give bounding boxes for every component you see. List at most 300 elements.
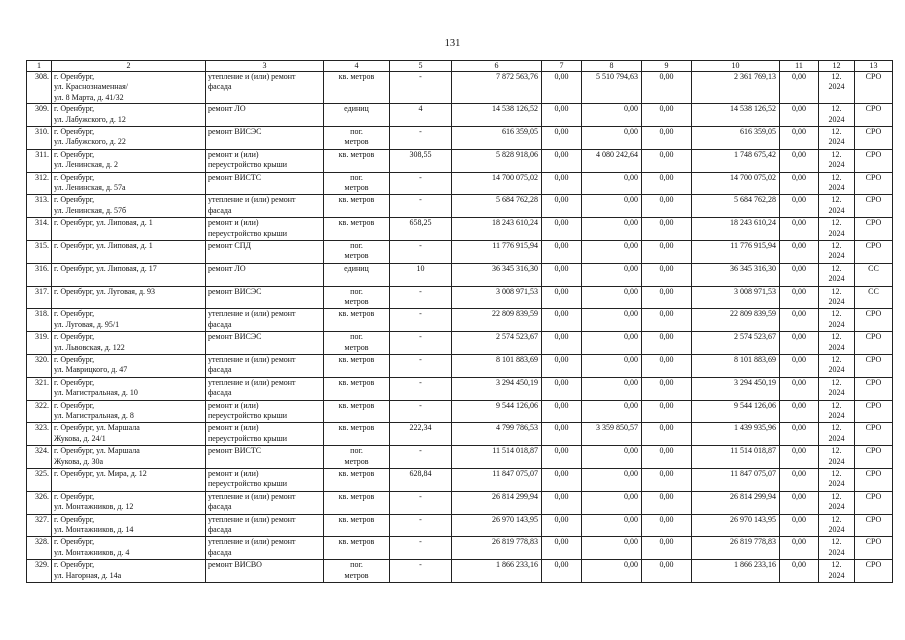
fund-cell: 0,00: [582, 537, 642, 560]
address-cell: г. Оренбург, ул. Маршала Жукова, д. 24/1: [52, 423, 206, 446]
quantity-cell: 308,55: [390, 149, 452, 172]
quantity-cell: 222,34: [390, 423, 452, 446]
table-row: [27, 400, 893, 423]
fund-cell: 0,00: [780, 491, 819, 514]
col-number: 6: [452, 61, 542, 72]
total-cost-cell: 11 776 915,94: [452, 241, 542, 264]
address-cell: г. Оренбург, ул. Лабужского, д. 12: [52, 104, 206, 127]
fund-cell: 0,00: [542, 468, 582, 491]
fund-cell: 0,00: [542, 263, 582, 286]
fund-cell: 0,00: [780, 149, 819, 172]
fund-cell: 0,00: [780, 354, 819, 377]
table-row: [27, 195, 893, 218]
row-number: 327.: [27, 514, 52, 537]
column-number-row: [27, 61, 893, 72]
row-number: 318.: [27, 309, 52, 332]
fund-cell: 0,00: [780, 218, 819, 241]
unit-cell: кв. метров: [324, 400, 390, 423]
unit-cell: единиц: [324, 104, 390, 127]
fund-cell: 0,00: [582, 446, 642, 469]
address-cell: г. Оренбург, ул. Ленинская, д. 57б: [52, 195, 206, 218]
quantity-cell: -: [390, 446, 452, 469]
quantity-cell: -: [390, 127, 452, 150]
quantity-cell: 10: [390, 263, 452, 286]
unit-cell: кв. метров: [324, 468, 390, 491]
fund-cell: 0,00: [642, 218, 692, 241]
quantity-cell: -: [390, 172, 452, 195]
deadline-cell: 12. 2024: [819, 309, 855, 332]
row-number: 312.: [27, 172, 52, 195]
row-number: 313.: [27, 195, 52, 218]
work-type-cell: ремонт и (или) переустройство крыши: [206, 468, 324, 491]
fund-cell: 0,00: [542, 400, 582, 423]
total-cost-cell: 5 828 918,06: [452, 149, 542, 172]
unit-cell: кв. метров: [324, 309, 390, 332]
page-number: 131: [444, 38, 461, 49]
work-type-cell: ремонт и (или) переустройство крыши: [206, 423, 324, 446]
account-method-cell: СРО: [855, 560, 893, 583]
account-method-cell: СРО: [855, 514, 893, 537]
deadline-cell: 12. 2024: [819, 72, 855, 104]
row-number: 317.: [27, 286, 52, 309]
row-number: 325.: [27, 468, 52, 491]
fund-cell: 0,00: [780, 104, 819, 127]
work-type-cell: ремонт ВИСТС: [206, 446, 324, 469]
address-cell: г. Оренбург, ул. Ленинская, д. 2: [52, 149, 206, 172]
account-method-cell: СРО: [855, 354, 893, 377]
col-number: 11: [780, 61, 819, 72]
work-type-cell: утепление и (или) ремонт фасада: [206, 377, 324, 400]
col-number: 5: [390, 61, 452, 72]
total-cost-cell: 36 345 316,30: [452, 263, 542, 286]
total-cost-cell: 9 544 126,06: [452, 400, 542, 423]
deadline-cell: 12. 2024: [819, 241, 855, 264]
fund-cell: 26 970 143,95: [692, 514, 780, 537]
fund-cell: 0,00: [642, 468, 692, 491]
address-cell: г. Оренбург, ул. Маршала Жукова, д. 30а: [52, 446, 206, 469]
quantity-cell: 658,25: [390, 218, 452, 241]
unit-cell: единиц: [324, 263, 390, 286]
address-cell: г. Оренбург, ул. Липовая, д. 1: [52, 241, 206, 264]
address-cell: г. Оренбург, ул. Нагорная, д. 14а: [52, 560, 206, 583]
fund-cell: 0,00: [542, 537, 582, 560]
quantity-cell: -: [390, 491, 452, 514]
table-row: [27, 560, 893, 583]
repair-register-table: [26, 60, 893, 583]
fund-cell: 0,00: [642, 400, 692, 423]
fund-cell: 3 008 971,53: [692, 286, 780, 309]
fund-cell: 0,00: [582, 195, 642, 218]
col-number: 13: [855, 61, 893, 72]
unit-cell: пог. метров: [324, 560, 390, 583]
fund-cell: 1 748 675,42: [692, 149, 780, 172]
row-number: 321.: [27, 377, 52, 400]
fund-cell: 0,00: [582, 332, 642, 355]
fund-cell: 0,00: [642, 354, 692, 377]
quantity-cell: 4: [390, 104, 452, 127]
quantity-cell: 628,84: [390, 468, 452, 491]
unit-cell: кв. метров: [324, 537, 390, 560]
unit-cell: кв. метров: [324, 354, 390, 377]
work-type-cell: ремонт и (или) переустройство крыши: [206, 218, 324, 241]
fund-cell: 0,00: [582, 127, 642, 150]
unit-cell: кв. метров: [324, 72, 390, 104]
deadline-cell: 12. 2024: [819, 560, 855, 583]
total-cost-cell: 5 684 762,28: [452, 195, 542, 218]
col-number: 12: [819, 61, 855, 72]
quantity-cell: -: [390, 309, 452, 332]
work-type-cell: ремонт ВИСЭС: [206, 127, 324, 150]
unit-cell: пог. метров: [324, 286, 390, 309]
total-cost-cell: 22 809 839,59: [452, 309, 542, 332]
account-method-cell: СРО: [855, 332, 893, 355]
fund-cell: 0,00: [542, 309, 582, 332]
fund-cell: 0,00: [582, 377, 642, 400]
deadline-cell: 12. 2024: [819, 332, 855, 355]
work-type-cell: утепление и (или) ремонт фасада: [206, 195, 324, 218]
fund-cell: 1 866 233,16: [692, 560, 780, 583]
fund-cell: 0,00: [542, 195, 582, 218]
account-method-cell: СРО: [855, 172, 893, 195]
fund-cell: 0,00: [582, 514, 642, 537]
row-number: 319.: [27, 332, 52, 355]
table-row: [27, 263, 893, 286]
work-type-cell: ремонт ЛО: [206, 104, 324, 127]
deadline-cell: 12. 2024: [819, 149, 855, 172]
row-number: 309.: [27, 104, 52, 127]
fund-cell: 0,00: [582, 172, 642, 195]
account-method-cell: СРО: [855, 537, 893, 560]
fund-cell: 0,00: [582, 354, 642, 377]
deadline-cell: 12. 2024: [819, 218, 855, 241]
row-number: 324.: [27, 446, 52, 469]
table-row: [27, 423, 893, 446]
fund-cell: 0,00: [542, 127, 582, 150]
table-row: [27, 127, 893, 150]
fund-cell: 0,00: [542, 514, 582, 537]
deadline-cell: 12. 2024: [819, 354, 855, 377]
work-type-cell: утепление и (или) ремонт фасада: [206, 491, 324, 514]
unit-cell: кв. метров: [324, 377, 390, 400]
fund-cell: 0,00: [642, 423, 692, 446]
fund-cell: 0,00: [582, 400, 642, 423]
unit-cell: кв. метров: [324, 514, 390, 537]
fund-cell: 0,00: [780, 514, 819, 537]
unit-cell: кв. метров: [324, 491, 390, 514]
fund-cell: 0,00: [780, 195, 819, 218]
row-number: 320.: [27, 354, 52, 377]
row-number: 308.: [27, 72, 52, 104]
unit-cell: кв. метров: [324, 218, 390, 241]
fund-cell: 0,00: [582, 560, 642, 583]
address-cell: г. Оренбург, ул. Монтажников, д. 4: [52, 537, 206, 560]
fund-cell: 2 361 769,13: [692, 72, 780, 104]
deadline-cell: 12. 2024: [819, 400, 855, 423]
fund-cell: 0,00: [642, 241, 692, 264]
fund-cell: 0,00: [642, 172, 692, 195]
account-method-cell: СРО: [855, 491, 893, 514]
fund-cell: 0,00: [642, 72, 692, 104]
work-type-cell: ремонт ВИСЭС: [206, 332, 324, 355]
table-body: [27, 61, 893, 583]
fund-cell: 5 510 794,63: [582, 72, 642, 104]
fund-cell: 14 538 126,52: [692, 104, 780, 127]
fund-cell: 3 294 450,19: [692, 377, 780, 400]
fund-cell: 8 101 883,69: [692, 354, 780, 377]
fund-cell: 0,00: [780, 72, 819, 104]
fund-cell: 14 700 075,02: [692, 172, 780, 195]
col-number: 8: [582, 61, 642, 72]
deadline-cell: 12. 2024: [819, 104, 855, 127]
fund-cell: 0,00: [642, 446, 692, 469]
address-cell: г. Оренбург, ул. Краснознаменная/ ул. 8 Марта, д. 41/32: [52, 72, 206, 104]
address-cell: г. Оренбург, ул. Львовская, д. 122: [52, 332, 206, 355]
address-cell: г. Оренбург, ул. Липовая, д. 1: [52, 218, 206, 241]
quantity-cell: -: [390, 537, 452, 560]
col-number: 3: [206, 61, 324, 72]
total-cost-cell: 2 574 523,67: [452, 332, 542, 355]
table-row: [27, 537, 893, 560]
address-cell: г. Оренбург, ул. Липовая, д. 17: [52, 263, 206, 286]
address-cell: г. Оренбург, ул. Маврицкого, д. 47: [52, 354, 206, 377]
account-method-cell: СРО: [855, 377, 893, 400]
row-number: 322.: [27, 400, 52, 423]
row-number: 328.: [27, 537, 52, 560]
account-method-cell: СС: [855, 286, 893, 309]
total-cost-cell: 3 294 450,19: [452, 377, 542, 400]
fund-cell: 2 574 523,67: [692, 332, 780, 355]
fund-cell: 0,00: [642, 332, 692, 355]
total-cost-cell: 26 814 299,94: [452, 491, 542, 514]
fund-cell: 0,00: [642, 377, 692, 400]
account-method-cell: СРО: [855, 423, 893, 446]
account-method-cell: СРО: [855, 241, 893, 264]
work-type-cell: утепление и (или) ремонт фасада: [206, 72, 324, 104]
work-type-cell: ремонт и (или) переустройство крыши: [206, 149, 324, 172]
col-number: 7: [542, 61, 582, 72]
fund-cell: 1 439 935,96: [692, 423, 780, 446]
fund-cell: 26 814 299,94: [692, 491, 780, 514]
fund-cell: 0,00: [642, 195, 692, 218]
col-number: 4: [324, 61, 390, 72]
row-number: 310.: [27, 127, 52, 150]
work-type-cell: ремонт ВИСЭС: [206, 286, 324, 309]
fund-cell: 0,00: [780, 241, 819, 264]
fund-cell: 0,00: [542, 491, 582, 514]
work-type-cell: утепление и (или) ремонт фасада: [206, 537, 324, 560]
deadline-cell: 12. 2024: [819, 446, 855, 469]
fund-cell: 0,00: [780, 309, 819, 332]
unit-cell: кв. метров: [324, 195, 390, 218]
table-row: [27, 514, 893, 537]
table-row: [27, 354, 893, 377]
table-row: [27, 72, 893, 104]
deadline-cell: 12. 2024: [819, 263, 855, 286]
fund-cell: 18 243 610,24: [692, 218, 780, 241]
deadline-cell: 12. 2024: [819, 172, 855, 195]
total-cost-cell: 18 243 610,24: [452, 218, 542, 241]
fund-cell: 0,00: [542, 446, 582, 469]
fund-cell: 0,00: [582, 491, 642, 514]
quantity-cell: -: [390, 195, 452, 218]
work-type-cell: ремонт ВИСТС: [206, 172, 324, 195]
fund-cell: 0,00: [542, 286, 582, 309]
address-cell: г. Оренбург, ул. Магистральная, д. 10: [52, 377, 206, 400]
total-cost-cell: 11 847 075,07: [452, 468, 542, 491]
fund-cell: 0,00: [582, 104, 642, 127]
table-row: [27, 218, 893, 241]
deadline-cell: 12. 2024: [819, 537, 855, 560]
quantity-cell: -: [390, 400, 452, 423]
fund-cell: 0,00: [542, 377, 582, 400]
fund-cell: 4 080 242,64: [582, 149, 642, 172]
fund-cell: 0,00: [780, 127, 819, 150]
fund-cell: 0,00: [582, 218, 642, 241]
fund-cell: 11 514 018,87: [692, 446, 780, 469]
fund-cell: 36 345 316,30: [692, 263, 780, 286]
unit-cell: кв. метров: [324, 423, 390, 446]
address-cell: г. Оренбург, ул. Мира, д. 12: [52, 468, 206, 491]
unit-cell: пог. метров: [324, 332, 390, 355]
quantity-cell: -: [390, 286, 452, 309]
fund-cell: 0,00: [582, 241, 642, 264]
quantity-cell: -: [390, 332, 452, 355]
fund-cell: 0,00: [582, 286, 642, 309]
deadline-cell: 12. 2024: [819, 377, 855, 400]
fund-cell: 0,00: [582, 309, 642, 332]
col-number: 9: [642, 61, 692, 72]
col-number: 1: [27, 61, 52, 72]
fund-cell: 0,00: [780, 400, 819, 423]
row-number: 314.: [27, 218, 52, 241]
deadline-cell: 12. 2024: [819, 286, 855, 309]
account-method-cell: СРО: [855, 104, 893, 127]
fund-cell: 5 684 762,28: [692, 195, 780, 218]
table-row: [27, 104, 893, 127]
fund-cell: 0,00: [542, 72, 582, 104]
total-cost-cell: 3 008 971,53: [452, 286, 542, 309]
total-cost-cell: 26 970 143,95: [452, 514, 542, 537]
deadline-cell: 12. 2024: [819, 195, 855, 218]
unit-cell: пог. метров: [324, 127, 390, 150]
deadline-cell: 12. 2024: [819, 468, 855, 491]
row-number: 316.: [27, 263, 52, 286]
deadline-cell: 12. 2024: [819, 491, 855, 514]
table-row: [27, 172, 893, 195]
work-type-cell: утепление и (или) ремонт фасада: [206, 309, 324, 332]
fund-cell: 0,00: [780, 332, 819, 355]
fund-cell: 0,00: [542, 354, 582, 377]
fund-cell: 0,00: [780, 286, 819, 309]
address-cell: г. Оренбург, ул. Лабужского, д. 22: [52, 127, 206, 150]
address-cell: г. Оренбург, ул. Магистральная, д. 8: [52, 400, 206, 423]
account-method-cell: СРО: [855, 72, 893, 104]
fund-cell: 0,00: [780, 172, 819, 195]
total-cost-cell: 616 359,05: [452, 127, 542, 150]
work-type-cell: ремонт СПД: [206, 241, 324, 264]
unit-cell: кв. метров: [324, 149, 390, 172]
quantity-cell: -: [390, 72, 452, 104]
account-method-cell: СРО: [855, 195, 893, 218]
work-type-cell: ремонт и (или) переустройство крыши: [206, 400, 324, 423]
table-row: [27, 149, 893, 172]
col-number: 10: [692, 61, 780, 72]
address-cell: г. Оренбург, ул. Монтажников, д. 14: [52, 514, 206, 537]
col-number: 2: [52, 61, 206, 72]
row-number: 323.: [27, 423, 52, 446]
fund-cell: 11 847 075,07: [692, 468, 780, 491]
account-method-cell: СРО: [855, 149, 893, 172]
total-cost-cell: 14 700 075,02: [452, 172, 542, 195]
address-cell: г. Оренбург, ул. Ленинская, д. 57а: [52, 172, 206, 195]
quantity-cell: -: [390, 560, 452, 583]
address-cell: г. Оренбург, ул. Монтажников, д. 12: [52, 491, 206, 514]
fund-cell: 0,00: [542, 423, 582, 446]
row-number: 329.: [27, 560, 52, 583]
fund-cell: 0,00: [542, 332, 582, 355]
deadline-cell: 12. 2024: [819, 423, 855, 446]
table-row: [27, 491, 893, 514]
quantity-cell: -: [390, 354, 452, 377]
fund-cell: 0,00: [780, 446, 819, 469]
fund-cell: 26 819 778,83: [692, 537, 780, 560]
table-row: [27, 468, 893, 491]
fund-cell: 0,00: [642, 560, 692, 583]
total-cost-cell: 4 799 786,53: [452, 423, 542, 446]
fund-cell: 0,00: [642, 514, 692, 537]
account-method-cell: СРО: [855, 309, 893, 332]
fund-cell: 0,00: [642, 149, 692, 172]
fund-cell: 0,00: [642, 104, 692, 127]
fund-cell: 22 809 839,59: [692, 309, 780, 332]
account-method-cell: СРО: [855, 446, 893, 469]
fund-cell: 0,00: [642, 309, 692, 332]
work-type-cell: ремонт ВИСВО: [206, 560, 324, 583]
total-cost-cell: 11 514 018,87: [452, 446, 542, 469]
deadline-cell: 12. 2024: [819, 127, 855, 150]
table-row: [27, 309, 893, 332]
row-number: 311.: [27, 149, 52, 172]
table-row: [27, 332, 893, 355]
total-cost-cell: 14 538 126,52: [452, 104, 542, 127]
row-number: 315.: [27, 241, 52, 264]
fund-cell: 0,00: [780, 537, 819, 560]
account-method-cell: СРО: [855, 400, 893, 423]
unit-cell: пог. метров: [324, 446, 390, 469]
fund-cell: 0,00: [542, 149, 582, 172]
fund-cell: 0,00: [542, 172, 582, 195]
account-method-cell: СРО: [855, 127, 893, 150]
fund-cell: 0,00: [642, 537, 692, 560]
fund-cell: 0,00: [642, 286, 692, 309]
total-cost-cell: 1 866 233,16: [452, 560, 542, 583]
table-row: [27, 446, 893, 469]
table-row: [27, 241, 893, 264]
fund-cell: 0,00: [542, 241, 582, 264]
fund-cell: 0,00: [582, 468, 642, 491]
work-type-cell: утепление и (или) ремонт фасада: [206, 514, 324, 537]
total-cost-cell: 8 101 883,69: [452, 354, 542, 377]
address-cell: г. Оренбург, ул. Луговая, д. 93: [52, 286, 206, 309]
work-type-cell: ремонт ЛО: [206, 263, 324, 286]
unit-cell: пог. метров: [324, 241, 390, 264]
fund-cell: 0,00: [542, 104, 582, 127]
quantity-cell: -: [390, 377, 452, 400]
work-type-cell: утепление и (или) ремонт фасада: [206, 354, 324, 377]
fund-cell: 0,00: [780, 468, 819, 491]
account-method-cell: СРО: [855, 468, 893, 491]
fund-cell: 0,00: [780, 263, 819, 286]
